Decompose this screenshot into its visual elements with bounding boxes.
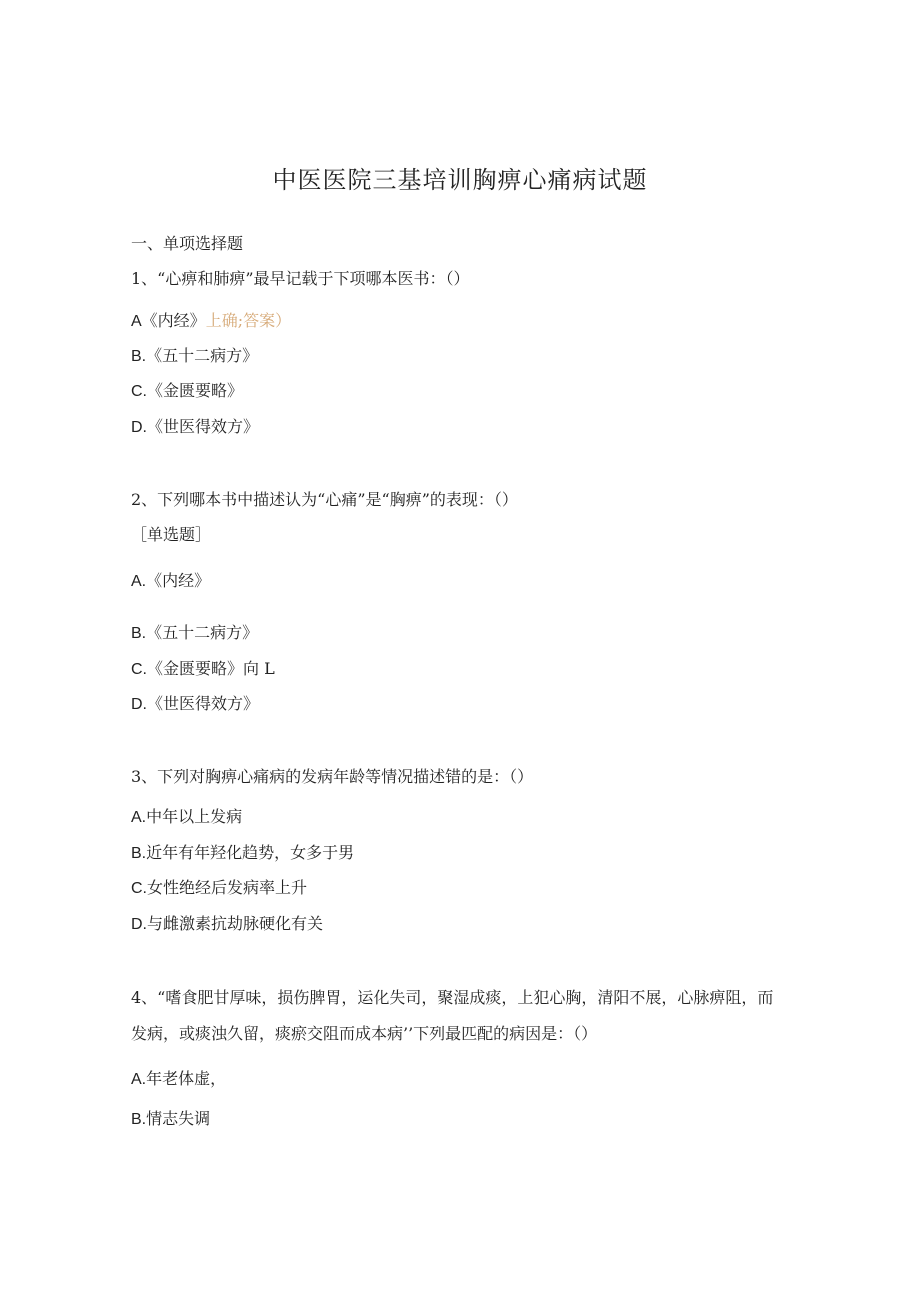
option-text: 《内经》 [141, 311, 206, 330]
option-text: 《金匮要略》向 L [147, 659, 275, 678]
option-a [131, 806, 242, 829]
page-title: 中医医院三基培训胸痹心痛病试题 [272, 166, 648, 194]
option-letter: B. [131, 625, 147, 642]
option-text: 《世医得效方》 [147, 417, 260, 436]
option-text: 《世医得效方》 [147, 694, 260, 713]
option-c [131, 658, 275, 681]
option-b [131, 842, 354, 865]
option-d [131, 416, 259, 439]
question-stem: 1、“心痹和肺痹”最早记载于下项哪本医书：（） [131, 269, 470, 288]
option-b [131, 345, 258, 368]
option-letter: D. [131, 419, 147, 436]
option-text: 与雌激素抗劫脉硬化有关 [147, 914, 324, 933]
option-text: 近年有年羟化趋势，女多于男 [146, 843, 355, 862]
option-letter: C. [131, 880, 147, 897]
option-text: 年老体虚， [146, 1069, 227, 1088]
section-heading: 一、单项选择题 [131, 234, 244, 253]
option-letter: B. [131, 1111, 147, 1128]
option-c [131, 380, 243, 403]
option-text: 情志失调 [146, 1109, 211, 1128]
option-b [131, 622, 258, 645]
option-text: 《金匮要略》 [147, 381, 244, 400]
option-c [131, 877, 307, 900]
option-letter: A. [131, 809, 147, 826]
question-type-tag: ［单选题］ [131, 525, 212, 544]
option-letter: D. [131, 916, 147, 933]
option-a [131, 1068, 226, 1091]
option-letter: A [131, 313, 142, 330]
answer-note: 上确;答案） [205, 311, 292, 330]
option-letter: B. [131, 348, 147, 365]
option-text: 女性绝经后发病率上升 [147, 878, 308, 897]
option-text: 《内经》 [146, 571, 211, 590]
option-letter: C. [131, 661, 147, 678]
question-stem: 2、下列哪本书中描述认为“心痛”是“胸痹”的表现：（） [131, 490, 518, 509]
option-d [131, 913, 323, 936]
option-letter: C. [131, 383, 147, 400]
option-text: 《五十二病方》 [146, 623, 259, 642]
option-letter: A. [131, 1071, 147, 1088]
question-stem: 4、“嗜食肥甘厚味，损伤脾胃，运化失司，聚湿成痰，上犯心胸，清阳不展，心脉痹阻，而发病，或痰浊久留，痰瘀交阻而成本病’’下列最匹配的病因是：（） [131, 988, 774, 1043]
option-letter: D. [131, 696, 147, 713]
option-text: 中年以上发病 [146, 807, 243, 826]
question-stem: 3、下列对胸痹心痛病的发病年龄等情况描述错的是：（） [131, 767, 534, 786]
option-a [131, 570, 210, 593]
option-letter: B. [131, 845, 147, 862]
option-a [131, 310, 291, 333]
option-d [131, 693, 259, 716]
option-letter: A. [131, 573, 147, 590]
option-b [131, 1108, 210, 1131]
option-text: 《五十二病方》 [146, 346, 259, 365]
